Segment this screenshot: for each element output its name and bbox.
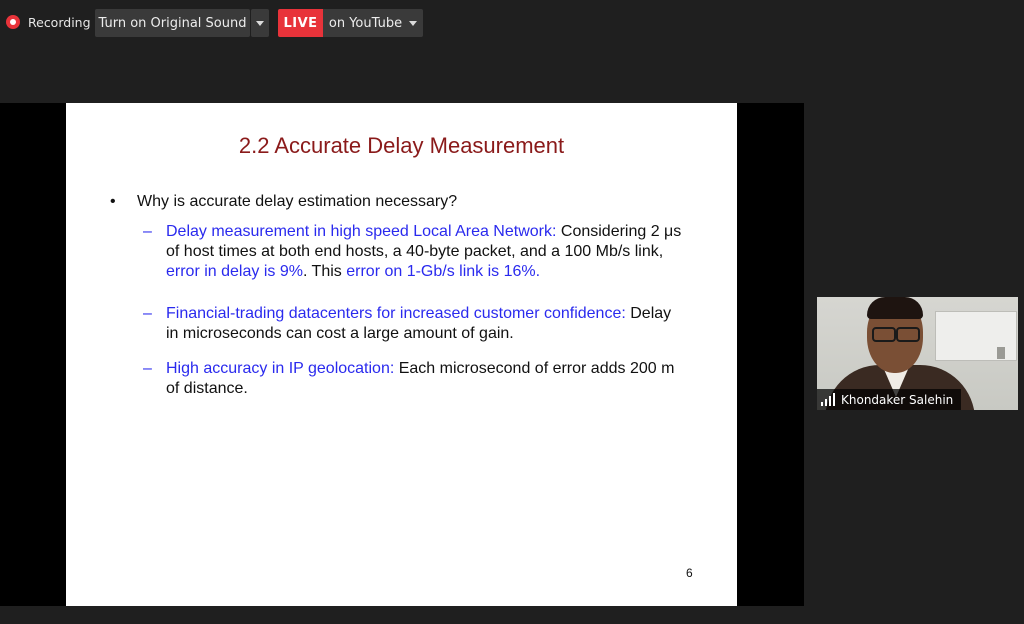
youtube-label: on YouTube [328, 15, 403, 31]
participant-hair [867, 297, 923, 319]
recording-indicator[interactable] [6, 12, 91, 32]
glasses [870, 327, 920, 339]
body-text: Considering 2 μs of host times at both end hosts, a 40-byte packet, and a 100 Mb/s link, [166, 223, 682, 260]
sub-bullet-lan [143, 222, 683, 282]
caret-down-icon [409, 21, 417, 26]
participant-video-tile[interactable] [817, 297, 1018, 410]
original-sound-button[interactable]: Turn on Original Sound [95, 9, 250, 37]
highlight-text: Financial-trading datacenters for increased customer confidence: [166, 305, 626, 322]
sub-bullet-text [166, 359, 683, 399]
body-text: . This [302, 263, 347, 280]
highlight-text: Delay measurement in high speed Local Area Network: [166, 223, 557, 240]
bullet-text: Why is accurate delay estimation necessary? [137, 193, 458, 210]
caret-down-icon [256, 21, 264, 26]
signal-strength-icon [821, 394, 835, 406]
dash-marker: – [143, 360, 152, 377]
slide-page-number: 6 [686, 566, 693, 580]
dash-marker: – [143, 223, 152, 240]
wall-outlet [997, 347, 1005, 359]
body-text: Each microsecond of error adds 200 m of distance. [166, 360, 675, 397]
participant-name-tag [817, 389, 961, 410]
live-badge[interactable]: LIVE [278, 9, 323, 37]
original-sound-dropdown[interactable] [251, 9, 269, 37]
glasses-lens [872, 327, 896, 342]
sub-bullet-geolocation [143, 359, 683, 399]
youtube-stream-button[interactable] [323, 9, 423, 37]
sub-bullet-text [166, 222, 683, 282]
presentation-slide [66, 103, 737, 606]
slide-bullet [110, 192, 457, 212]
recording-label: Recording [28, 14, 91, 30]
slide-title: 2.2 Accurate Delay Measurement [238, 133, 565, 158]
participant-name: Khondaker Salehin [841, 392, 954, 407]
body-text: Delay in microseconds can cost a large amount of gain. [166, 305, 672, 342]
highlight-text: error in delay is 9% [166, 263, 303, 280]
highlight-text: High accuracy in IP geolocation: [166, 360, 395, 377]
bullet-marker: • [110, 193, 116, 210]
record-icon [6, 15, 20, 29]
highlight-text: error on 1-Gb/s link is 16%. [346, 263, 541, 280]
glasses-lens [896, 327, 920, 342]
sub-bullet-financial [143, 304, 683, 344]
sub-bullet-text [166, 304, 683, 344]
dash-marker: – [143, 305, 152, 322]
shared-screen [0, 103, 804, 606]
